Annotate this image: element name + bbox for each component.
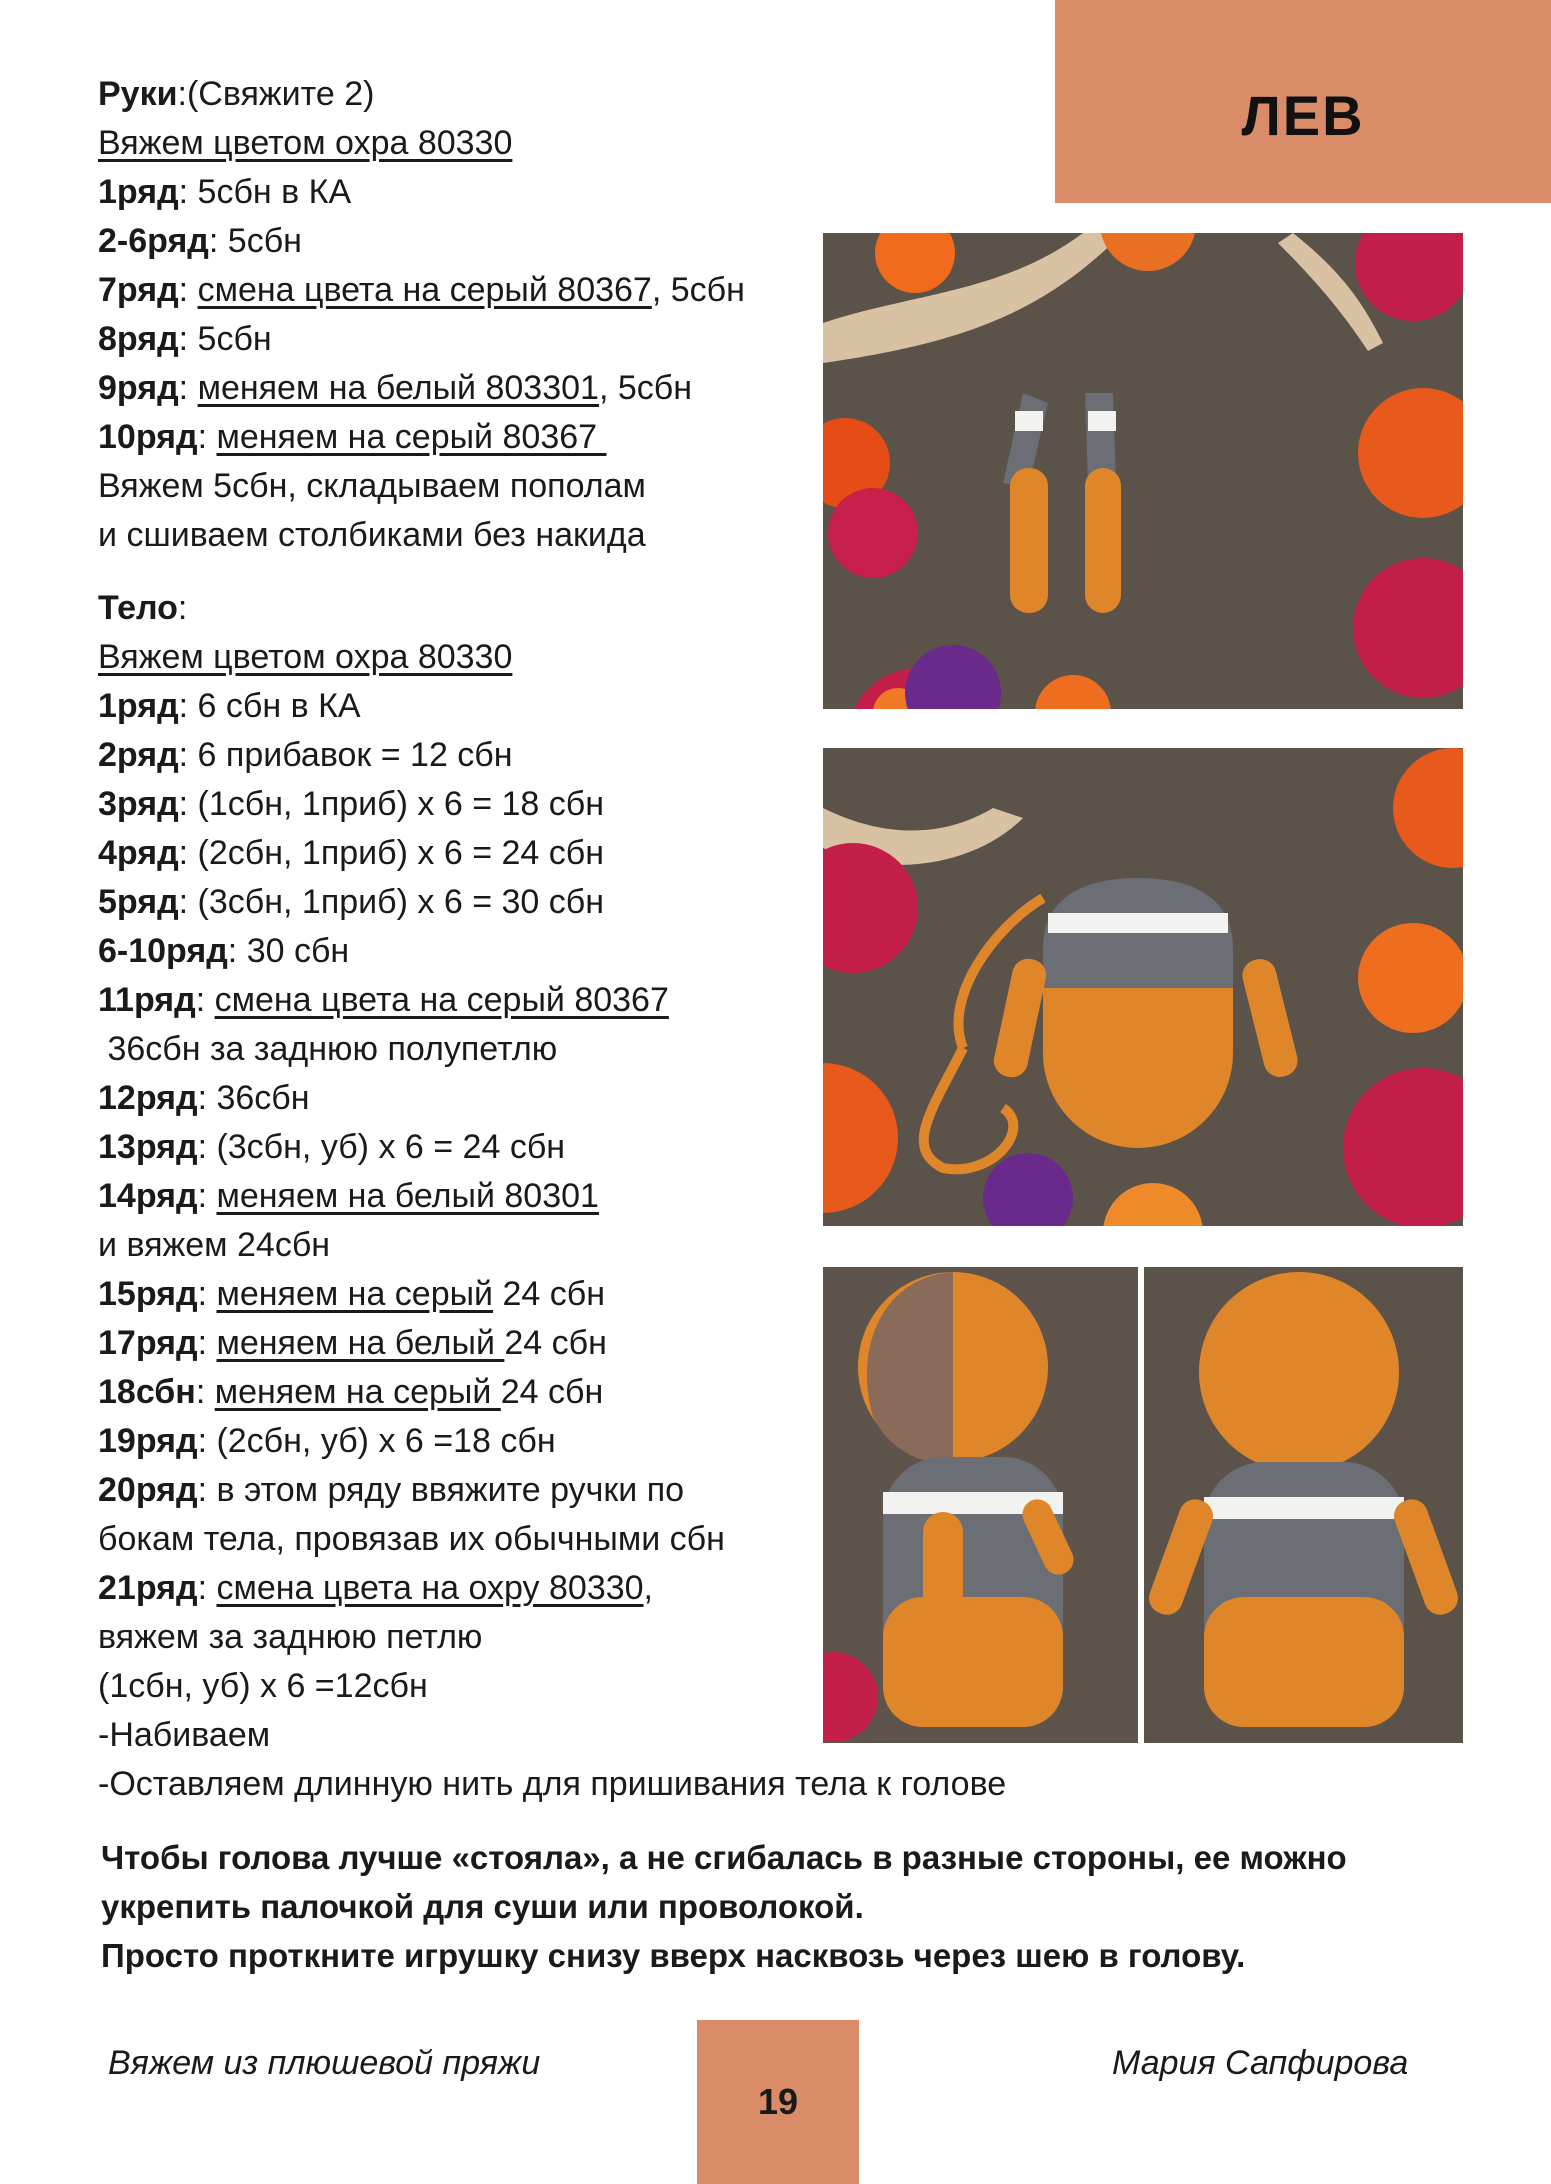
body-section: Тело: Вяжем цветом охра 80330 1ряд: 6 сбн в КА 2ряд: 6 прибавок = 12 сбн 3ряд: (1сбн, 1приб) х 6 = 18 сбн 4ряд: (2сбн, 1приб) х 6 = 24 сбн 5ряд: (3сбн, 1приб) х 6 = 30 сбн 6-10ряд: 30 сбн 11ряд: смена цвета на серый 80367 36сбн за заднюю полупетлю 12ряд: 36сбн 13ряд: (3сбн, уб) х 6 = 24 сбн 14ряд: меняем на белый 80301 и вяжем 24сбн 15ряд: меняем на серый 24 сбн 17ряд: меняем на белый 24 сбн 18сбн: меняем на серый 24 сбн 19ряд: (2сбн, уб) х 6 =18 сбн 20ряд: в этом ряду ввяжите ручки по бокам тела, провязав их обычными сбн 21ряд: смена цвета на охру 80330, вяжем за заднюю петлю (1сбн, уб) х 6 =12сбн -Набиваем -Оставляем длинную нить для пришивания тела к голове bbox=[98, 584, 1006, 1809]
arms-row: 9ряд: меняем на белый 803301, 5сбн bbox=[98, 369, 693, 407]
photo-body-illustration bbox=[823, 748, 1463, 1226]
title-banner bbox=[1055, 0, 1551, 203]
body-row-cont: вяжем за заднюю петлю bbox=[98, 1618, 483, 1656]
arms-heading: Руки bbox=[98, 75, 178, 113]
body-row: 14ряд: меняем на белый 80301 bbox=[98, 1177, 599, 1215]
body-row: 21ряд: смена цвета на охру 80330, bbox=[98, 1569, 653, 1607]
arms-finish: и сшиваем столбиками без накида bbox=[98, 516, 646, 554]
footer-author: Мария Сапфирова bbox=[1112, 2044, 1409, 2082]
arms-section: Руки:(Свяжите 2) Вяжем цветом охра 80330 1ряд: 5сбн в КА 2-6ряд: 5сбн 7ряд: смена цвета на серый 80367, 5сбн 8ряд: 5сбн 9ряд: меняем на белый 803301, 5сбн 10ряд: меняем на серый 80367 Вяжем 5сбн, складываем пополам и сшиваем столбиками без накида bbox=[98, 70, 745, 560]
arms-row: 2-6ряд: 5сбн bbox=[98, 222, 302, 260]
body-row: 5ряд: (3сбн, 1приб) х 6 = 30 сбн bbox=[98, 883, 605, 921]
arms-finish: Вяжем 5сбн, складываем пополам bbox=[98, 467, 646, 505]
body-row: 15ряд: меняем на серый 24 сбн bbox=[98, 1275, 606, 1313]
arms-row: 10ряд: меняем на серый 80367 bbox=[98, 418, 607, 456]
body-row-cont: и вяжем 24сбн bbox=[98, 1226, 331, 1264]
body-row-cont: 36сбн за заднюю полупетлю bbox=[98, 1030, 558, 1068]
thread-note: -Оставляем длинную нить для пришивания тела к голове bbox=[98, 1765, 1007, 1803]
arms-color-line: Вяжем цветом охра 80330 bbox=[98, 124, 513, 162]
photo-back-illustration bbox=[1144, 1267, 1463, 1743]
stuffing-note: -Набиваем bbox=[98, 1716, 271, 1754]
photo-body bbox=[823, 748, 1463, 1226]
arms-row: 8ряд: 5сбн bbox=[98, 320, 272, 358]
page-title: ЛЕВ bbox=[1241, 84, 1365, 147]
footer-book-title: Вяжем из плюшевой пряжи bbox=[108, 2044, 541, 2082]
body-row: 6-10ряд: 30 сбн bbox=[98, 932, 350, 970]
body-row: 11ряд: смена цвета на серый 80367 bbox=[98, 981, 669, 1019]
body-row: 2ряд: 6 прибавок = 12 сбн bbox=[98, 736, 513, 774]
page-number: 19 bbox=[697, 2020, 859, 2184]
body-heading: Тело bbox=[98, 589, 178, 627]
photo-side bbox=[823, 1267, 1138, 1743]
body-row: 1ряд: 6 сбн в КА bbox=[98, 687, 361, 725]
arms-row: 1ряд: 5сбн в КА bbox=[98, 173, 352, 211]
arms-row: 7ряд: смена цвета на серый 80367, 5сбн bbox=[98, 271, 745, 309]
tip-paragraph: Чтобы голова лучше «стояла», а не сгибалась в разные стороны, ее можно укрепить палочкой для суши или проволокой. Просто проткните игрушку снизу вверх насквозь через шею в голову. bbox=[101, 1839, 1347, 1974]
photo-side-illustration bbox=[823, 1267, 1138, 1743]
photo-back bbox=[1144, 1267, 1463, 1743]
body-row: 19ряд: (2сбн, уб) х 6 =18 сбн bbox=[98, 1422, 556, 1460]
body-row: 3ряд: (1сбн, 1приб) х 6 = 18 сбн bbox=[98, 785, 605, 823]
body-row: 13ряд: (3сбн, уб) х 6 = 24 сбн bbox=[98, 1128, 566, 1166]
body-row: 4ряд: (2сбн, 1приб) х 6 = 24 сбн bbox=[98, 834, 605, 872]
body-row: 18сбн: меняем на серый 24 сбн bbox=[98, 1373, 604, 1411]
body-row: 12ряд: 36сбн bbox=[98, 1079, 310, 1117]
photo-arms-illustration bbox=[823, 233, 1463, 709]
body-color-line: Вяжем цветом охра 80330 bbox=[98, 638, 513, 676]
photo-arms bbox=[823, 233, 1463, 709]
body-row-cont: бокам тела, провязав их обычными сбн bbox=[98, 1520, 725, 1558]
body-row: 20ряд: в этом ряду ввяжите ручки по bbox=[98, 1471, 685, 1509]
body-row: 17ряд: меняем на белый 24 сбн bbox=[98, 1324, 607, 1362]
body-row-cont: (1сбн, уб) х 6 =12сбн bbox=[98, 1667, 428, 1705]
